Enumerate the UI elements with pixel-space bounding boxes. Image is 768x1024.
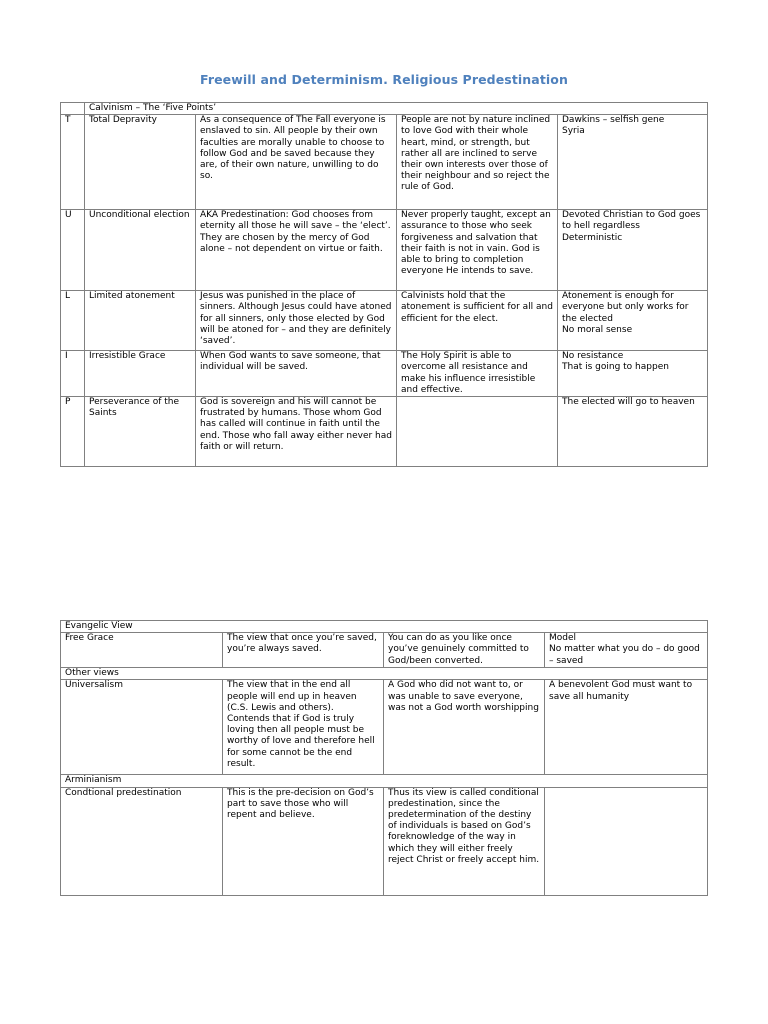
point-explanation: Calvinists hold that the atonement is sufficient for all and efficient for the elect. — [397, 291, 558, 351]
point-notes: Devoted Christian to God goes to hell regardless Deterministic — [558, 210, 708, 291]
calvinism-table — [60, 102, 708, 467]
view-section-header-row — [61, 775, 708, 787]
point-description: Jesus was punished in the place of sinners. Although Jesus could have atoned for all sinners, only those elected by God will be atoned for – and they are definitely ‘saved’. — [196, 291, 397, 351]
point-name: Unconditional election — [85, 210, 196, 291]
view-comment: Thus its view is called conditional predestination, since the predetermination of the destiny of individuals is based on God’s foreknowledge of the way in which they will either freely reject Christ or freely accept him. — [384, 787, 545, 895]
view-name: Universalism — [61, 680, 223, 775]
view-comment: You can do as you like once you’ve genuinely committed to God/been converted. — [384, 633, 545, 668]
calvinism-row — [61, 397, 708, 467]
view-row — [61, 680, 708, 775]
view-notes: Model No matter what you do – do good – saved — [545, 633, 708, 668]
calvinism-header-row — [61, 103, 708, 115]
point-description: AKA Predestination: God chooses from eternity all those he will save – the ‘elect’. They are chosen by the mercy of God alone – not dependent on virtue or faith. — [196, 210, 397, 291]
point-name: Perseverance of the Saints — [85, 397, 196, 467]
calvinism-header: Calvinism – The ‘Five Points’ — [85, 103, 708, 115]
view-section-header: Other views — [61, 668, 708, 680]
view-notes: A benevolent God must want to save all humanity — [545, 680, 708, 775]
point-explanation — [397, 397, 558, 467]
point-letter: U — [61, 210, 85, 291]
view-row — [61, 787, 708, 895]
calvinism-row — [61, 291, 708, 351]
calvinism-row — [61, 210, 708, 291]
point-letter: T — [61, 115, 85, 210]
calvinism-row — [61, 115, 708, 210]
view-section-header: Evangelic View — [61, 621, 708, 633]
view-notes — [545, 787, 708, 895]
point-letter: P — [61, 397, 85, 467]
view-section-header-row — [61, 668, 708, 680]
point-notes: The elected will go to heaven — [558, 397, 708, 467]
point-name: Limited atonement — [85, 291, 196, 351]
point-name: Irresistible Grace — [85, 351, 196, 397]
point-name: Total Depravity — [85, 115, 196, 210]
view-description: The view that once you’re saved, you’re always saved. — [223, 633, 384, 668]
view-name: Condtional predestination — [61, 787, 223, 895]
view-description: The view that in the end all people will end up in heaven (C.S. Lewis and others). Contends that if God is truly loving then all people must be worthy of love and therefore hell for some cannot be the end result. — [223, 680, 384, 775]
point-notes: Dawkins – selfish gene Syria — [558, 115, 708, 210]
point-letter: L — [61, 291, 85, 351]
calvinism-row — [61, 351, 708, 397]
point-explanation: The Holy Spirit is able to overcome all resistance and make his influence irresistible and effective. — [397, 351, 558, 397]
view-section-header: Arminianism — [61, 775, 708, 787]
view-row — [61, 633, 708, 668]
view-comment: A God who did not want to, or was unable to save everyone, was not a God worth worshipping — [384, 680, 545, 775]
page-title: Freewill and Determinism. Religious Predestination — [200, 72, 568, 87]
view-description: This is the pre-decision on God’s part to save those who will repent and believe. — [223, 787, 384, 895]
point-description: As a consequence of The Fall everyone is enslaved to sin. All people by their own faculties are morally unable to choose to follow God and be saved because they are, of their own nature, unwilling to do so. — [196, 115, 397, 210]
view-section-header-row — [61, 621, 708, 633]
views-table — [60, 620, 708, 896]
point-description: God is sovereign and his will cannot be frustrated by humans. Those whom God has called will continue in faith until the end. Those who fall away either never had faith or will return. — [196, 397, 397, 467]
header-spacer-cell — [61, 103, 85, 115]
point-letter: I — [61, 351, 85, 397]
point-explanation: Never properly taught, except an assurance to those who seek forgiveness and salvation that their faith is not in vain. God is able to bring to completion everyone He intends to save. — [397, 210, 558, 291]
point-notes: No resistance That is going to happen — [558, 351, 708, 397]
point-description: When God wants to save someone, that individual will be saved. — [196, 351, 397, 397]
point-notes: Atonement is enough for everyone but only works for the elected No moral sense — [558, 291, 708, 351]
view-name: Free Grace — [61, 633, 223, 668]
point-explanation: People are not by nature inclined to love God with their whole heart, mind, or strength, but rather all are inclined to serve their own interests over those of their neighbour and so reject the rule of God. — [397, 115, 558, 210]
